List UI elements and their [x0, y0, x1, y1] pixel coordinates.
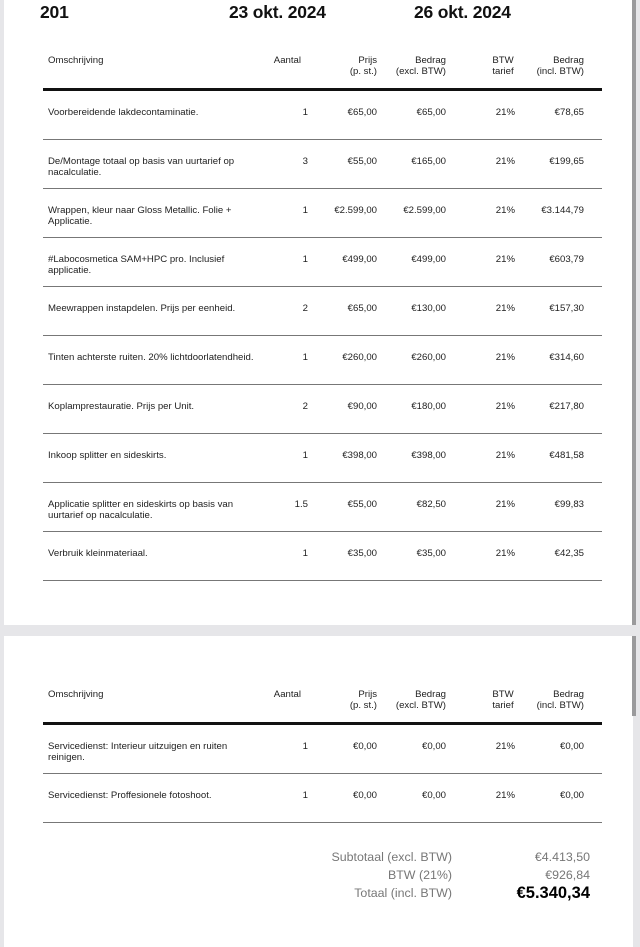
scrollbar-thumb[interactable] [632, 636, 636, 716]
col-excl-header: Bedrag (excl. BTW) [395, 55, 446, 77]
col-price-header: Prijs (p. st.) [349, 689, 377, 711]
item-amount-excl: €398,00 [411, 450, 446, 461]
item-description: Servicedienst: Proffesionele fotoshoot. [48, 790, 212, 801]
invoice-date: 23 okt. 2024 [229, 2, 326, 22]
item-quantity: 1 [302, 254, 308, 265]
item-amount-excl: €0,00 [421, 741, 446, 752]
table-row [43, 189, 602, 237]
table-header [43, 56, 602, 88]
item-unit-price: €55,00 [347, 156, 377, 167]
item-unit-price: €65,00 [347, 303, 377, 314]
col-excl-header: Bedrag (excl. BTW) [395, 689, 446, 711]
item-description: Voorbereidende lakdecontaminatie. [48, 107, 199, 118]
total-line [252, 884, 590, 902]
col-price-header: Prijs (p. st.) [349, 55, 377, 77]
due-date: 26 okt. 2024 [414, 2, 511, 22]
item-amount-incl: €157,30 [549, 303, 584, 314]
col-incl-header: Bedrag (incl. BTW) [536, 55, 584, 77]
item-description: Wrappen, kleur naar Gloss Metallic. Folie + Applicatie. [48, 205, 232, 227]
table-row [43, 725, 602, 773]
item-quantity: 1 [302, 548, 308, 559]
tax-label: BTW (21%) [387, 868, 452, 882]
item-amount-incl: €3.144,79 [541, 205, 584, 216]
scrollbar-track[interactable] [632, 0, 636, 625]
item-amount-incl: €0,00 [559, 741, 584, 752]
total-value: €5.340,34 [516, 884, 590, 902]
col-description-header: Omschrijving [48, 55, 104, 66]
item-tax-rate: 21% [495, 303, 515, 314]
table-header [43, 690, 602, 722]
item-description: #Labocosmetica SAM+HPC pro. Inclusief applicatie. [48, 254, 225, 276]
item-unit-price: €398,00 [342, 450, 377, 461]
table-row [43, 483, 602, 531]
item-amount-incl: €0,00 [559, 790, 584, 801]
col-quantity-header: Aantal [273, 689, 301, 700]
total-label: Totaal (incl. BTW) [354, 886, 452, 900]
item-unit-price: €260,00 [342, 352, 377, 363]
item-tax-rate: 21% [495, 499, 515, 510]
item-amount-excl: €180,00 [411, 401, 446, 412]
item-amount-excl: €130,00 [411, 303, 446, 314]
subtotal-label: Subtotaal (excl. BTW) [331, 850, 452, 864]
item-tax-rate: 21% [495, 450, 515, 461]
item-amount-incl: €199,65 [549, 156, 584, 167]
item-tax-rate: 21% [495, 156, 515, 167]
item-unit-price: €35,00 [347, 548, 377, 559]
item-amount-excl: €2.599,00 [403, 205, 446, 216]
table-row [43, 385, 602, 433]
col-description-header: Omschrijving [48, 689, 104, 700]
table-row [43, 336, 602, 384]
tax-value: €926,84 [545, 868, 590, 882]
item-tax-rate: 21% [495, 790, 515, 801]
item-unit-price: €2.599,00 [334, 205, 377, 216]
item-quantity: 2 [302, 303, 308, 314]
item-quantity: 3 [302, 156, 308, 167]
item-amount-excl: €0,00 [421, 790, 446, 801]
table-row [43, 238, 602, 286]
item-amount-incl: €603,79 [549, 254, 584, 265]
invoice-page-2 [4, 636, 633, 947]
item-amount-excl: €499,00 [411, 254, 446, 265]
table-row [43, 287, 602, 335]
table-row [43, 91, 602, 139]
item-unit-price: €0,00 [352, 741, 377, 752]
item-amount-excl: €165,00 [411, 156, 446, 167]
item-description: Koplamprestauratie. Prijs per Unit. [48, 401, 195, 412]
item-quantity: 1.5 [294, 499, 308, 510]
item-amount-incl: €78,65 [554, 107, 584, 118]
item-quantity: 1 [302, 205, 308, 216]
line-items-table-continued [43, 690, 602, 823]
item-description: Applicatie splitter en sideskirts op basis van uurtarief op nacalculatie. [48, 499, 234, 521]
subtotal-value: €4.413,50 [534, 850, 590, 864]
item-quantity: 1 [302, 107, 308, 118]
item-tax-rate: 21% [495, 107, 515, 118]
item-amount-incl: €481,58 [549, 450, 584, 461]
item-amount-incl: €314,60 [549, 352, 584, 363]
row-divider [43, 822, 602, 823]
row-divider [43, 580, 602, 581]
item-tax-rate: 21% [495, 741, 515, 752]
item-description: Tinten achterste ruiten. 20% lichtdoorlatendheid. [48, 352, 254, 363]
totals-summary [252, 848, 590, 902]
item-quantity: 1 [302, 352, 308, 363]
table-row [43, 140, 602, 188]
item-unit-price: €0,00 [352, 790, 377, 801]
item-amount-incl: €42,35 [554, 548, 584, 559]
item-amount-excl: €260,00 [411, 352, 446, 363]
col-tax-header: BTW tarief [492, 689, 514, 711]
subtotal-line [252, 848, 590, 866]
item-description: Inkoop splitter en sideskirts. [48, 450, 167, 461]
item-quantity: 2 [302, 401, 308, 412]
item-tax-rate: 21% [495, 254, 515, 265]
tax-line [252, 866, 590, 884]
col-tax-header: BTW tarief [492, 55, 514, 77]
table-row [43, 434, 602, 482]
table-row [43, 774, 602, 822]
table-row [43, 532, 602, 580]
col-quantity-header: Aantal [273, 55, 301, 66]
item-tax-rate: 21% [495, 205, 515, 216]
item-amount-incl: €217,80 [549, 401, 584, 412]
invoice-page-1 [4, 0, 633, 625]
line-items-table [43, 56, 602, 581]
item-unit-price: €90,00 [347, 401, 377, 412]
item-amount-excl: €65,00 [416, 107, 446, 118]
item-description: Servicedienst: Interieur uitzuigen en ruiten reinigen. [48, 741, 228, 763]
item-description: De/Montage totaal op basis van uurtarief op nacalculatie. [48, 156, 235, 178]
item-tax-rate: 21% [495, 352, 515, 363]
item-description: Meewrappen instapdelen. Prijs per eenheid. [48, 303, 236, 314]
item-unit-price: €499,00 [342, 254, 377, 265]
item-amount-excl: €35,00 [416, 548, 446, 559]
item-amount-incl: €99,83 [554, 499, 584, 510]
item-description: Verbruik kleinmateriaal. [48, 548, 148, 559]
col-incl-header: Bedrag (incl. BTW) [536, 689, 584, 711]
item-unit-price: €65,00 [347, 107, 377, 118]
item-quantity: 1 [302, 741, 308, 752]
item-unit-price: €55,00 [347, 499, 377, 510]
item-amount-excl: €82,50 [416, 499, 446, 510]
invoice-number: 201 [40, 2, 69, 22]
item-tax-rate: 21% [495, 548, 515, 559]
item-quantity: 1 [302, 450, 308, 461]
item-tax-rate: 21% [495, 401, 515, 412]
item-quantity: 1 [302, 790, 308, 801]
